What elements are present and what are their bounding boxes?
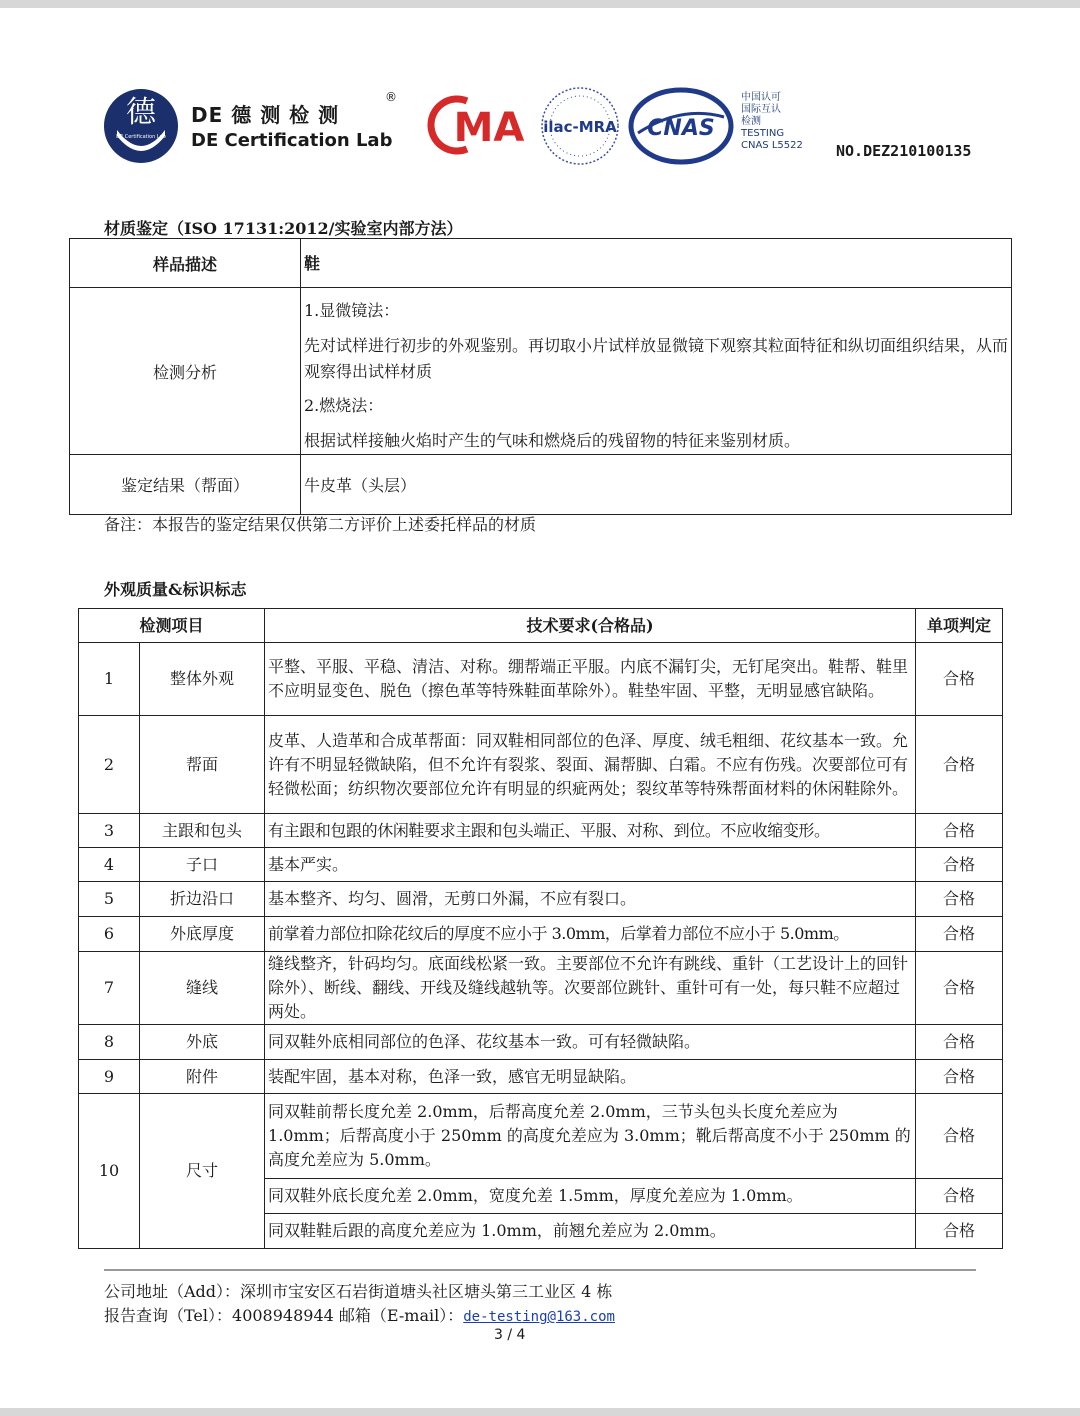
table-row [79, 1060, 1003, 1094]
row-item: 外底厚度 [140, 917, 265, 952]
header-item: 检测项目 [79, 609, 265, 643]
ilac-text: ilac-MRA [543, 118, 617, 136]
row-no: 7 [79, 952, 140, 1025]
analysis-line-1: 1.显微镜法： [304, 301, 400, 320]
row-item: 帮面 [140, 716, 265, 814]
size-row-1 [79, 1094, 1003, 1179]
footer-contact [104, 1303, 615, 1326]
row-result: 合格 [916, 643, 1003, 716]
table-row [79, 643, 1003, 716]
row-no: 3 [79, 814, 140, 848]
size-result-3: 合格 [916, 1214, 1003, 1249]
bottom-border [0, 1408, 1080, 1416]
row-requirement: 同双鞋外底相同部位的色泽、花纹基本一致。可有轻微缺陷。 [265, 1025, 916, 1060]
row-no: 1 [79, 643, 140, 716]
size-requirement-3: 同双鞋鞋后跟的高度允差应为 1.0mm，前翘允差应为 2.0mm。 [265, 1214, 916, 1249]
row-no: 8 [79, 1025, 140, 1060]
row-no: 6 [79, 917, 140, 952]
row-result: 合格 [916, 1025, 1003, 1060]
header-result: 单项判定 [916, 609, 1003, 643]
header-requirement: 技术要求(合格品) [265, 609, 916, 643]
appearance-section-title: 外观质量&标识标志 [104, 580, 247, 599]
footer-divider [104, 1269, 976, 1271]
logo-small-text: DE Certification Lab [116, 134, 166, 140]
row-result: 合格 [916, 952, 1003, 1025]
row-requirement: 缝线整齐，针码均匀。底面线松紧一致。主要部位不允许有跳线、重针（工艺设计上的回针除外）、断线、翻线、开线及缝线越轨等。次要部位跳针、重针可有一处，每只鞋不应超过两处。 [265, 952, 916, 1025]
result-row [70, 455, 1012, 515]
table-row [79, 848, 1003, 882]
registered-mark: ® [385, 90, 397, 104]
row-no: 2 [79, 716, 140, 814]
top-border [0, 0, 1080, 8]
row-result: 合格 [916, 848, 1003, 882]
analysis-content [301, 288, 1012, 455]
row-requirement: 前掌着力部位扣除花纹后的厚度不应小于 3.0mm，后掌着力部位不应小于 5.0mm。 [265, 917, 916, 952]
cnas-text: CNAS [647, 116, 715, 141]
table-row [79, 917, 1003, 952]
report-number: NO.DEZ210100135 [836, 142, 972, 160]
analysis-line-3: 2.燃烧法： [304, 396, 384, 415]
row-result: 合格 [916, 1060, 1003, 1094]
material-note: 备注：本报告的鉴定结果仅供第二方评价上述委托样品的材质 [104, 515, 537, 534]
table-row [79, 1025, 1003, 1060]
row-item: 折边沿口 [140, 882, 265, 917]
analysis-label: 检测分析 [70, 288, 301, 455]
table-row [79, 882, 1003, 917]
sample-row [70, 239, 1012, 288]
row-item: 外底 [140, 1025, 265, 1060]
row-requirement: 装配牢固，基本对称，色泽一致，感官无明显缺陷。 [265, 1060, 916, 1094]
footer-address: 公司地址（Add）：深圳市宝安区石岩街道塘头社区塘头第三工业区 4 栋 [104, 1282, 613, 1301]
de-logo-icon [103, 88, 179, 164]
row-requirement: 平整、平服、平稳、清洁、对称。绷帮端正平服。内底不漏钉尖，无钉尾突出。鞋帮、鞋里不应明显变色、脱色（擦色革等特殊鞋面革除外）。鞋垫牢固、平整，无明显感官缺陷。 [265, 643, 916, 716]
row-item: 子口 [140, 848, 265, 882]
row-requirement: 有主跟和包跟的休闲鞋要求主跟和包头端正、平服、对称、到位。不应收缩变形。 [265, 814, 916, 848]
size-result-1: 合格 [916, 1094, 1003, 1179]
table-row [79, 716, 1003, 814]
page-number: 3 / 4 [494, 1327, 526, 1343]
footer-contact-text: 报告查询（Tel）：4008948944 邮箱（E-mail）： [104, 1306, 464, 1325]
report-header [0, 80, 1080, 170]
size-requirement-1: 同双鞋前帮长度允差 2.0mm，后帮高度允差 2.0mm，三节头包头长度允差应为 1.0mm；后帮高度小于 250mm 的高度允差应为 3.0mm；靴后帮高度不小于 250mm 的高度允差应为 5.0mm。 [265, 1094, 916, 1179]
row-item: 主跟和包头 [140, 814, 265, 848]
appearance-table [78, 608, 1003, 1249]
cnas-caption: 中国认可 国际互认 检测 TESTING CNAS L5522 [741, 92, 803, 151]
analysis-line-4: 根据试样接触火焰时产生的气味和燃烧后的残留物的特征来鉴别材质。 [304, 431, 801, 450]
brand-line-2: DE Certification Lab [191, 130, 393, 151]
row-no: 5 [79, 882, 140, 917]
brand-line-1: DE 德 测 检 测 [191, 103, 340, 127]
row-result: 合格 [916, 882, 1003, 917]
row-no: 4 [79, 848, 140, 882]
table-row [79, 952, 1003, 1025]
footer-email-link[interactable]: de-testing@163.com [463, 1309, 615, 1325]
sample-label: 样品描述 [70, 239, 301, 288]
size-requirement-2: 同双鞋外底长度允差 2.0mm，宽度允差 1.5mm，厚度允差应为 1.0mm。 [265, 1179, 916, 1214]
ilac-mra-logo-icon [538, 83, 622, 169]
row-requirement: 基本严实。 [265, 848, 916, 882]
cnas-logo-icon [628, 87, 734, 165]
analysis-row [70, 288, 1012, 455]
result-label: 鉴定结果（帮面） [70, 455, 301, 515]
row-no: 9 [79, 1060, 140, 1094]
material-table [69, 238, 1012, 515]
result-value: 牛皮革（头层） [301, 455, 1012, 515]
row-requirement: 基本整齐、均匀、圆滑，无剪口外漏，不应有裂口。 [265, 882, 916, 917]
row-item: 整体外观 [140, 643, 265, 716]
row-result: 合格 [916, 814, 1003, 848]
size-row-item: 尺寸 [140, 1094, 265, 1249]
sample-value: 鞋 [301, 239, 1012, 288]
row-item: 附件 [140, 1060, 265, 1094]
appearance-header-row [79, 609, 1003, 643]
analysis-line-2: 先对试样进行初步的外观鉴别。再切取小片试样放显微镜下观察其粒面特征和纵切面组织结果，从而观察得出试样材质 [304, 336, 1009, 381]
cma-text: MA [453, 105, 525, 151]
row-item: 缝线 [140, 952, 265, 1025]
material-section-title: 材质鉴定（ISO 17131:2012/实验室内部方法） [104, 219, 463, 238]
cma-logo-icon [427, 95, 533, 155]
size-row-no: 10 [79, 1094, 140, 1249]
row-requirement: 皮革、人造革和合成革帮面：同双鞋相同部位的色泽、厚度、绒毛粗细、花纹基本一致。允许有不明显轻微缺陷，但不允许有裂浆、裂面、漏帮脚、白霜。不应有伤残。次要部位可有轻微松面；纺织物次要部位允许有明显的织疵两处；裂纹革等特殊帮面材料的休闲鞋除外。 [265, 716, 916, 814]
row-result: 合格 [916, 716, 1003, 814]
table-row [79, 814, 1003, 848]
row-result: 合格 [916, 917, 1003, 952]
logo-char: 德 [126, 95, 156, 130]
size-result-2: 合格 [916, 1179, 1003, 1214]
